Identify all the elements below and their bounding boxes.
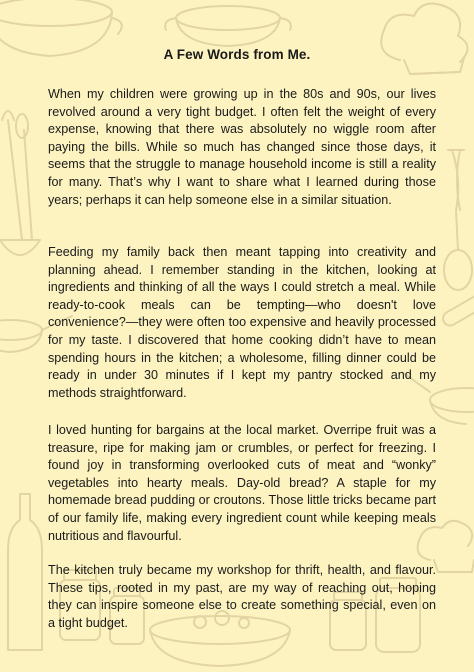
paragraph-3: I loved hunting for bargains at the local market. Overripe fruit was a treasure, ripe for making jam or crumbles, or perfect for freezing. I found joy in transforming overlooked cuts of meat and “wonky” vegetables into hearty meals. Day-old bread? A staple for my homemade bread pudding or croutons. Those little tricks became part of our family life, making every ingredient count while keeping meals nutritious and flavourful. [48, 423, 436, 543]
page-title: A Few Words from Me. [163, 47, 311, 62]
paragraph-4: The kitchen truly became my workshop for thrift, health, and flavour. These tips, rooted in my past, are my way of reaching out, hoping they can inspire someone else to create something special, even on a tight budget. [48, 563, 436, 630]
paragraph-2: Feeding my family back then meant tapping into creativity and planning ahead. I remember standing in the kitchen, looking at ingredients and thinking of all the ways I could stretch a meal. While ready-to-cook meals can be tempting—who doesn't love convenience?—they were often too expensive and heavily processed for my taste. I discovered that home cooking didn’t have to mean spending hours in the kitchen; a wholesome, filling dinner could be ready in under 30 minutes if I kept my pantry stocked and my methods straightforward. [48, 245, 436, 400]
paragraph-1: When my children were growing up in the 80s and 90s, our lives revolved around a very tight budget. I often felt the weight of every expense, knowing that there was absolutely no wiggle room after paying the bills. While so much has changed since those days, it seems that the struggle to manage household income is still a reality for many. That’s why I want to share what I learned during those years; perhaps it can help someone else in a similar situation. [48, 87, 436, 207]
